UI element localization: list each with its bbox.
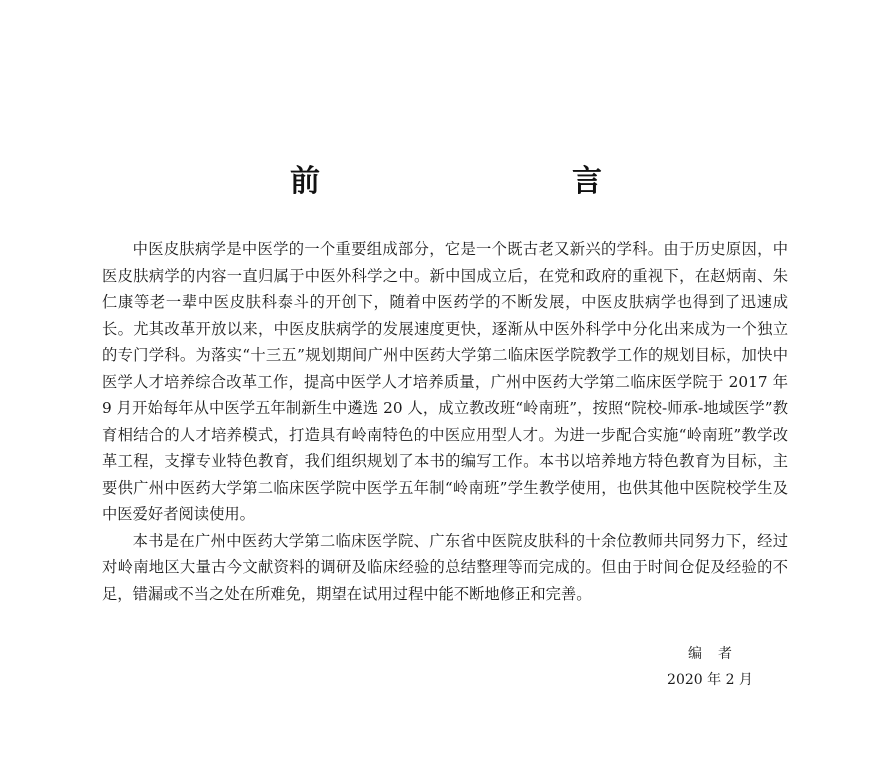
signature-author: 编者 bbox=[688, 646, 748, 662]
signature-block bbox=[660, 642, 760, 692]
preface-paragraph-1: 中医皮肤病学是中医学的一个重要组成部分，它是一个既古老又新兴的学科。由于历史原因，中医皮肤病学的内容一直归属于中医外科学之中。新中国成立后，在党和政府的重视下，在赵炳南、朱仁康等老一辈中医皮肤科泰斗的开创下，随着中医药学的不断发展，中医皮肤病学也得到了迅速成长。尤其改革开放以来，中医皮肤病学的发展速度更快，逐渐从中医外科学中分化出来成为一个独立的专门学科。为落实“十三五”规划期间广州中医药大学第二临床医学院教学工作的规划目标，加快中医学人才培养综合改革工作，提高中医学人才培养质量，广州中医药大学第二临床医学院于 2017 年 9 月开始每年从中医学五年制新生中遴选 20 人，成立教改班“岭南班”，按照“院校-师承-地域医学”教育相结合的人才培养模式，打造具有岭南特色的中医应用型人才。为进一步配合实施“岭南班”教学改革工程，支撑专业特色教育，我们组织规划了本书的编写工作。本书以培养地方特色教育为目标，主要供广州中医药大学第二临床医学院中医学五年制“岭南班”学生教学使用，也供其他中医院校学生及中医爱好者阅读使用。 bbox=[102, 240, 788, 523]
signature-date: 2020 年 2 月 bbox=[667, 672, 753, 688]
preface-paragraph-2: 本书是在广州中医药大学第二临床医学院、广东省中医院皮肤科的十余位教师共同努力下，经过对岭南地区大量古今文献资料的调研及临床经验的总结整理等而完成的。但由于时间仓促及经验的不足，错漏或不当之处在所难免，期望在试用过程中能不断地修正和完善。 bbox=[102, 531, 788, 603]
preface-body bbox=[102, 236, 788, 607]
page-title: 前 言 bbox=[290, 164, 666, 199]
